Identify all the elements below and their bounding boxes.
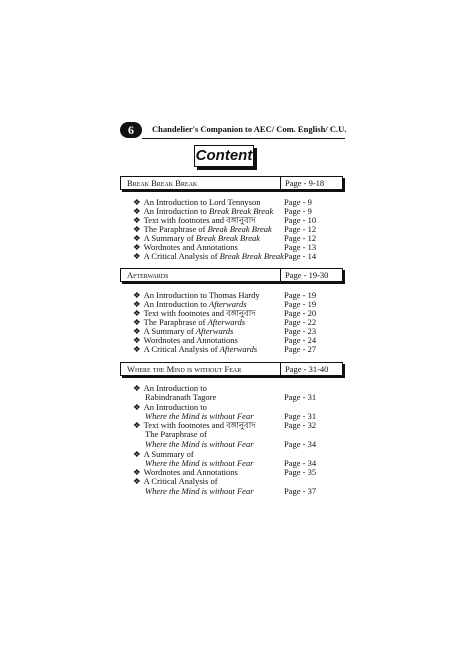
toc-page: Page - 19	[284, 299, 317, 309]
toc-entry[interactable]: ❖ Text with footnotes and বঙ্গানুবাদ	[133, 308, 256, 318]
diamond-bullet-icon: ❖	[133, 308, 141, 318]
toc-page: Page - 32	[284, 420, 317, 430]
section-pages: Page - 19-30	[285, 270, 329, 280]
toc-entry[interactable]: ❖ A Critical Analysis of Afterwards	[133, 344, 258, 354]
toc-entry[interactable]: ❖ Wordnotes and Annotations	[133, 335, 238, 345]
diamond-bullet-icon: ❖	[133, 215, 141, 225]
diamond-bullet-icon: ❖	[133, 420, 141, 430]
toc-page: Page - 12	[284, 224, 317, 234]
toc-entry[interactable]: ❖ A Summary of Break Break Break	[133, 233, 261, 243]
section-bar	[120, 362, 343, 376]
toc-page: Page - 14	[284, 251, 317, 261]
toc-entry[interactable]: ❖ An Introduction to Thomas Hardy	[133, 290, 260, 300]
content-heading: Content	[194, 145, 254, 167]
toc-entry[interactable]: ❖ A Summary of Afterwards	[133, 326, 234, 336]
toc-entry[interactable]: ❖ An Introduction to Afterwards	[133, 299, 247, 309]
diamond-bullet-icon: ❖	[133, 251, 141, 261]
toc-entry[interactable]: ❖ Wordnotes and Annotations	[133, 467, 238, 477]
toc-page: Page - 37	[284, 486, 317, 496]
toc-page: Page - 9	[284, 206, 312, 216]
section-divider	[280, 177, 281, 189]
diamond-bullet-icon: ❖	[133, 344, 141, 354]
toc-page: Page - 22	[284, 317, 317, 327]
toc-entry-continuation: Where the Mind is without Fear	[145, 439, 254, 449]
toc-page: Page - 31	[284, 411, 317, 421]
header-rule	[142, 138, 345, 139]
toc-page: Page - 35	[284, 467, 317, 477]
toc-entry[interactable]: ❖ A Summary of	[133, 449, 194, 459]
running-title: Chandelier's Companion to AEC/ Com. English/ C.U.	[152, 124, 347, 134]
section-title: Break Break Break	[127, 178, 198, 188]
toc-entry[interactable]: ❖ The Paraphrase of Afterwards	[133, 317, 246, 327]
section-title: Afterwards	[127, 270, 169, 280]
diamond-bullet-icon: ❖	[133, 299, 141, 309]
toc-page: Page - 27	[284, 344, 317, 354]
diamond-bullet-icon: ❖	[133, 402, 141, 412]
diamond-bullet-icon: ❖	[133, 242, 141, 252]
toc-entry[interactable]: The Paraphrase of	[145, 429, 207, 439]
toc-page: Page - 34	[284, 439, 317, 449]
toc-page: Page - 24	[284, 335, 317, 345]
section-pages: Page - 31-40	[285, 364, 329, 374]
diamond-bullet-icon: ❖	[133, 449, 141, 459]
section-title: Where the Mind is without Fear	[127, 364, 242, 374]
toc-entry[interactable]: ❖ Text with footnotes and বঙ্গানুবাদ	[133, 215, 256, 225]
page-header	[118, 120, 347, 140]
toc-entry-continuation: Rabindranath Tagore	[145, 392, 217, 402]
toc-entry[interactable]: ❖ An Introduction to Lord Tennyson	[133, 197, 261, 207]
toc-page: Page - 9	[284, 197, 312, 207]
toc-entry[interactable]: ❖ Wordnotes and Annotations	[133, 242, 238, 252]
toc-page: Page - 10	[284, 215, 317, 225]
toc-page: Page - 20	[284, 308, 317, 318]
diamond-bullet-icon: ❖	[133, 326, 141, 336]
diamond-bullet-icon: ❖	[133, 290, 141, 300]
page-number-badge: 6	[120, 122, 142, 138]
diamond-bullet-icon: ❖	[133, 224, 141, 234]
toc-entry-continuation: Where the Mind is without Fear	[145, 411, 254, 421]
toc-page: Page - 13	[284, 242, 317, 252]
toc-entry[interactable]: ❖ The Paraphrase of Break Break Break	[133, 224, 272, 234]
section-divider	[280, 269, 281, 281]
toc-page: Page - 31	[284, 392, 317, 402]
section-bar	[120, 268, 343, 282]
toc-page: Page - 23	[284, 326, 317, 336]
diamond-bullet-icon: ❖	[133, 383, 141, 393]
diamond-bullet-icon: ❖	[133, 317, 141, 327]
diamond-bullet-icon: ❖	[133, 476, 141, 486]
diamond-bullet-icon: ❖	[133, 233, 141, 243]
toc-entry-continuation: Where the Mind is without Fear	[145, 458, 254, 468]
toc-entry[interactable]: ❖ An Introduction to	[133, 383, 207, 393]
section-bar	[120, 176, 343, 190]
diamond-bullet-icon: ❖	[133, 197, 141, 207]
toc-entry[interactable]: ❖ A Critical Analysis of	[133, 476, 218, 486]
diamond-bullet-icon: ❖	[133, 206, 141, 216]
diamond-bullet-icon: ❖	[133, 335, 141, 345]
toc-entry[interactable]: ❖ An Introduction to Break Break Break	[133, 206, 274, 216]
toc-page: Page - 19	[284, 290, 317, 300]
toc-page: Page - 12	[284, 233, 317, 243]
section-pages: Page - 9-18	[285, 178, 325, 188]
toc-page: Page - 34	[284, 458, 317, 468]
toc-entry-continuation: Where the Mind is without Fear	[145, 486, 254, 496]
diamond-bullet-icon: ❖	[133, 467, 141, 477]
toc-entry[interactable]: ❖ A Critical Analysis of Break Break Break	[133, 251, 284, 261]
section-divider	[280, 363, 281, 375]
toc-entry[interactable]: ❖ An Introduction to	[133, 402, 207, 412]
toc-entry[interactable]: ❖ Text with footnotes and বঙ্গানুবাদ	[133, 420, 256, 430]
